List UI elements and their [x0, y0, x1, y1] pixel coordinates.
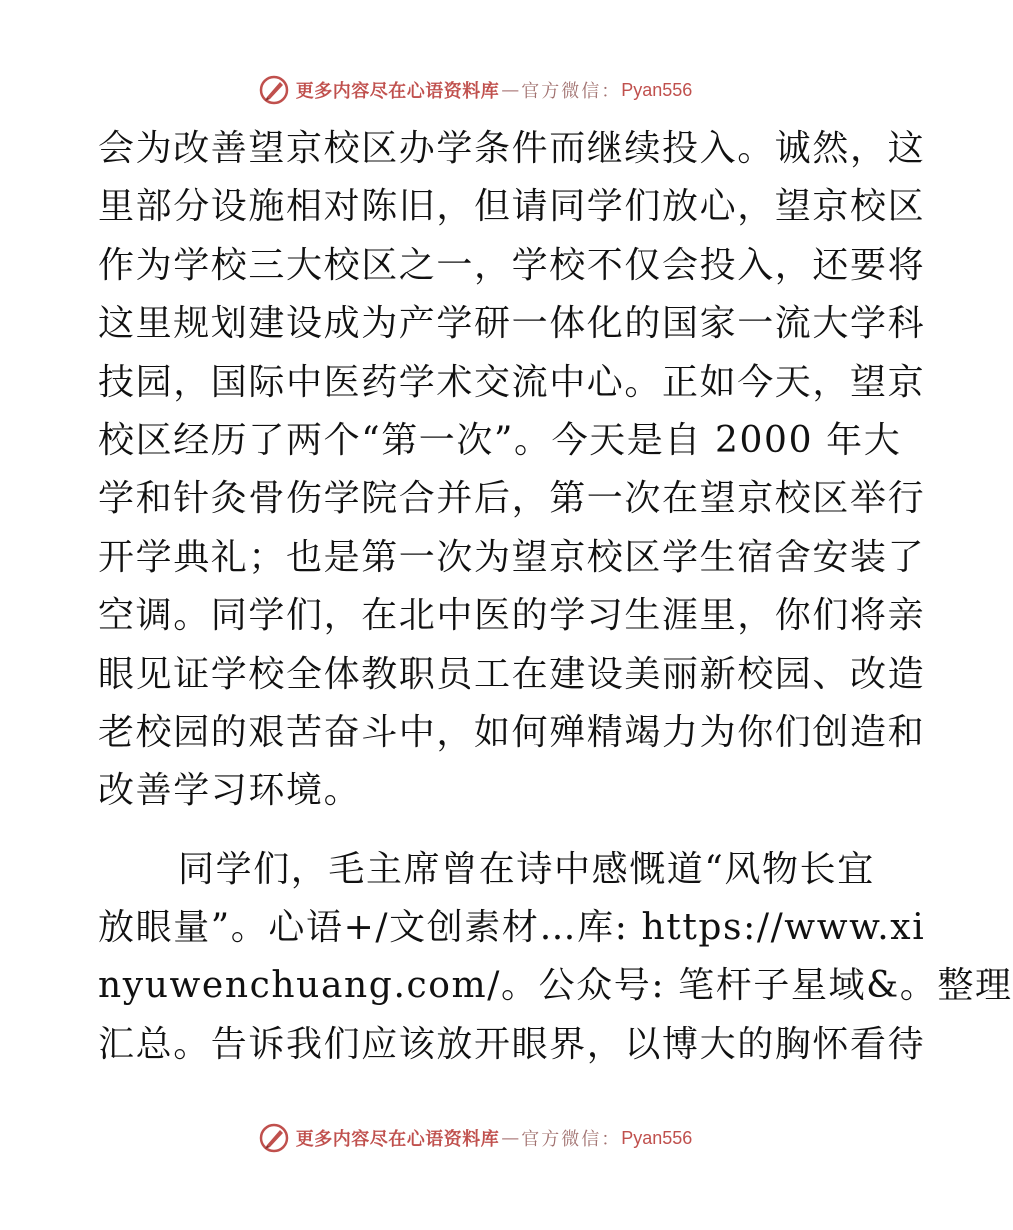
text-line: 汇总。告诉我们应该放开眼界，以博大的胸怀看待 — [98, 1023, 926, 1065]
text-line: nyuwenchuang.com/。公众号: 笔杆子星域&。整理 — [98, 965, 1013, 1007]
watermark-official-label: 官方微信： — [521, 1129, 622, 1150]
watermark-separator: — — [501, 79, 520, 101]
text-line: 这里规划建设成为产学研一体化的国家一流大学科 — [98, 303, 926, 345]
text-line: 空调。同学们，在北中医的学习生涯里，你们将亲 — [98, 595, 926, 637]
text-line: 同学们，毛主席曾在诗中感慨道“风物长宜 — [178, 848, 875, 890]
text-line: 里部分设施相对陈旧，但请同学们放心，望京校区 — [98, 186, 926, 228]
document-body — [98, 120, 1013, 1074]
text-line: 眼见证学校全体教职员工在建设美丽新校园、改造 — [98, 653, 926, 695]
paragraph-1 — [98, 120, 926, 821]
watermark-wechat-id: Pyan556 — [621, 1127, 693, 1148]
watermark-separator: — — [501, 1127, 520, 1149]
watermark-brand: 更多内容尽在心语资料库 — [295, 1129, 500, 1150]
paragraph-2 — [98, 841, 1013, 1075]
text-line: 作为学校三大校区之一，学校不仅会投入，还要将 — [98, 244, 926, 286]
text-line: 学和针灸骨伤学院合并后，第一次在望京校区举行 — [98, 478, 926, 520]
watermark-wechat-id: Pyan556 — [621, 79, 693, 100]
text-line: 会为改善望京校区办学条件而继续投入。诚然，这 — [98, 128, 926, 169]
text-line: 放眼量”。心语+/文创素材…库: https://www.xi — [98, 907, 926, 949]
footer-watermark — [0, 1118, 950, 1158]
text-line: 老校园的艰苦奋斗中，如何殚精竭力为你们创造和 — [98, 711, 926, 753]
text-line: 技园，国际中医药学术交流中心。正如今天，望京 — [98, 361, 926, 403]
header-watermark — [0, 70, 950, 110]
paragraph-gap — [98, 821, 850, 841]
watermark-official-label: 官方微信： — [521, 81, 622, 102]
text-line: 校区经历了两个“第一次”。今天是自 2000 年大 — [98, 419, 902, 461]
pen-logo-icon — [258, 74, 290, 106]
pen-logo-icon — [258, 1122, 290, 1154]
watermark-brand: 更多内容尽在心语资料库 — [295, 81, 500, 102]
text-line: 改善学习环境。 — [98, 770, 362, 812]
text-line: 开学典礼；也是第一次为望京校区学生宿舍安装了 — [98, 536, 926, 578]
